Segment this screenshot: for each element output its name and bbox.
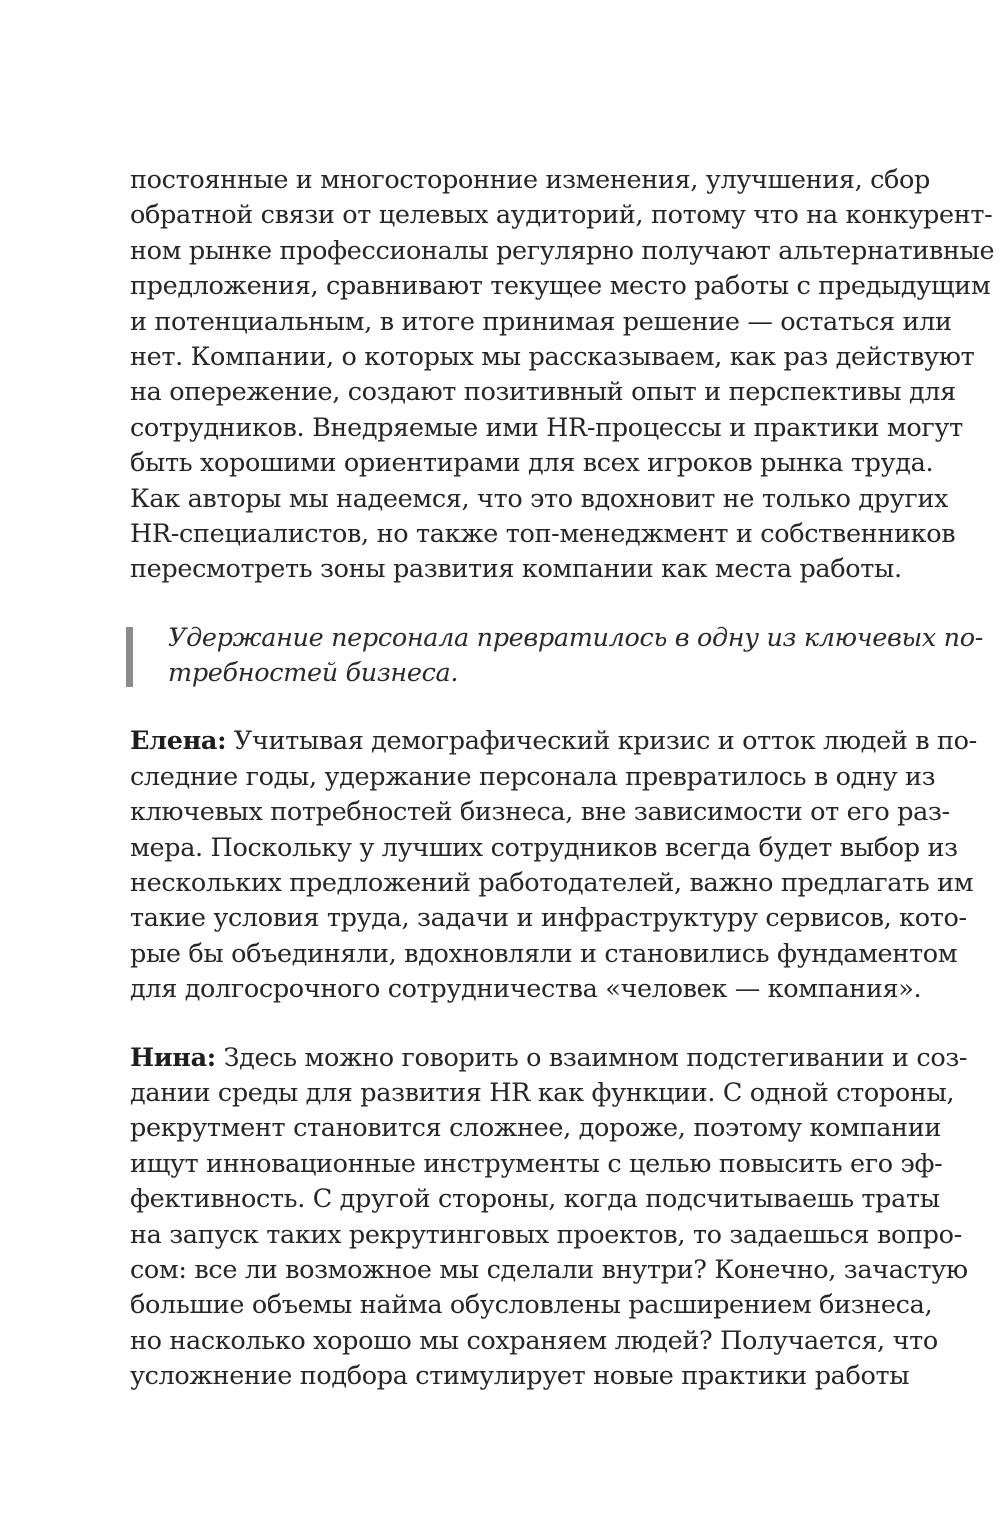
text-line: но насколько хорошо мы сохраняем людей? Получается, что [130,1325,938,1356]
text-line: такие условия труда, задачи и инфраструктуру сервисов, кото- [130,903,967,934]
text-line: HR-специалистов, но также топ-менеджмент и собственников [130,518,956,549]
text-line: рекрутмент становится сложнее, дороже, поэтому компании [130,1113,942,1144]
text-line: нескольких предложений работодателей, важно предлагать им [130,868,974,899]
text-line: фективность. С другой стороны, когда подсчитываешь траты [130,1184,940,1215]
quote-line: Удержание персонала превратилось в одну из ключевых по- [168,622,983,653]
text-line: большие объемы найма обусловлены расширением бизнеса, [130,1290,933,1321]
text-line [130,1041,968,1076]
text-line: мера. Поскольку у лучших сотрудников всегда будет выбор из [130,832,958,863]
text-line: обратной связи от целевых аудиторий, потому что на конкурент- [130,200,993,231]
text-line: ключевых потребностей бизнеса, вне зависимости от его раз- [130,797,950,828]
paragraph-intro [130,163,995,588]
pull-quote [130,621,983,692]
spacer [130,588,882,621]
text-line: нет. Компании, о которых мы рассказываем, как раз действуют [130,341,975,372]
text-line: сотрудников. Внедряемые ими HR-процессы и практики могут [130,412,963,443]
quote-bar [126,627,133,687]
paragraph-elena [130,724,977,1007]
text-line: на опережение, создают позитивный опыт и перспективы для [130,377,956,408]
spacer [130,691,882,724]
text-line: Как авторы мы надеемся, что это вдохновит не только других [130,483,949,514]
text-line: сом: все ли возможное мы сделали внутри? Конечно, зачастую [130,1254,968,1285]
text-line: и потенциальным, в итоге принимая решение — остаться или [130,306,952,337]
text-line [130,724,977,759]
text-span: Здесь можно говорить о взаимном подстегивании и соз- [215,1042,968,1073]
text-line: предложения, сравнивают текущее место работы с предыдущим [130,271,991,302]
text-line: дании среды для развития HR как функции. С одной стороны, [130,1077,955,1108]
text-line: усложнение подбора стимулирует новые практики работы [130,1361,910,1392]
text-line: пересмотреть зоны развития компании как места работы. [130,554,902,585]
text-line: на запуск таких рекрутинговых проектов, то задаешься вопро- [130,1219,962,1250]
speaker-name: Елена: [130,726,227,757]
text-span: Учитывая демографический кризис и отток людей в по- [226,726,977,757]
text-line: постоянные и многосторонние изменения, улучшения, сбор [130,165,931,195]
quote-line: требностей бизнеса. [168,658,459,689]
text-line: быть хорошими ориентирами для всех игроков рынка труда. [130,448,934,479]
speaker-name: Нина: [130,1042,216,1073]
spacer [130,1008,882,1041]
text-line: ищут инновационные инструменты с целью повысить его эф- [130,1148,943,1179]
text-line: следние годы, удержание персонала превратилось в одну из [130,761,936,792]
text-line: рые бы объединяли, вдохновляли и становились фундаментом [130,938,958,969]
text-line: для долгосрочного сотрудничества «человек — компания». [130,974,922,1005]
paragraph-nina [130,1041,968,1395]
book-page [130,163,995,1395]
text-line: ном рынке профессионалы регулярно получают альтернативные [130,235,995,266]
